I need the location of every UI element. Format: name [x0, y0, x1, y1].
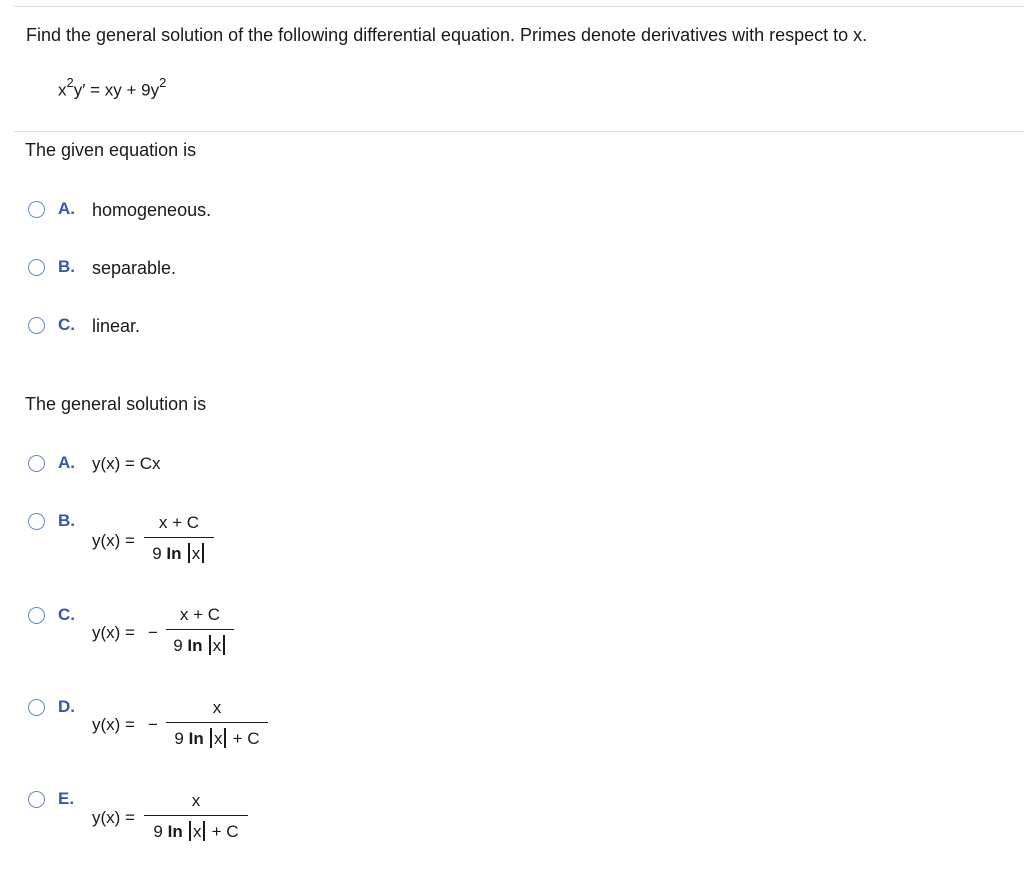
- differential-equation: [58, 74, 166, 102]
- fraction-numerator: x + C: [179, 605, 221, 624]
- option-fraction: [166, 698, 268, 749]
- option-lhs: y(x) =: [92, 531, 135, 550]
- option-lhs: y(x) =: [92, 808, 135, 827]
- option-lhs: y(x) =: [92, 623, 135, 642]
- question-prompt: Find the general solution of the following differential equation. Primes denote derivatives with respect to x.: [26, 25, 868, 45]
- radio-button[interactable]: [28, 317, 45, 334]
- option-text: separable.: [92, 258, 177, 278]
- radio-button[interactable]: [28, 791, 45, 808]
- fraction-bar: [166, 722, 268, 723]
- eq-rhs-exp: 2: [159, 75, 167, 90]
- option-letter: A.: [58, 453, 75, 472]
- option-fraction: [144, 791, 248, 842]
- option-letter: C.: [58, 605, 75, 624]
- section-divider: [14, 131, 1024, 132]
- fraction-bar: [166, 629, 234, 630]
- option-text: homogeneous.: [92, 200, 212, 220]
- eq-lhs-exp: 2: [66, 75, 74, 90]
- option-letter: D.: [58, 697, 75, 716]
- fraction-denominator: 9 In x + C: [174, 729, 260, 748]
- fraction-numerator: x: [191, 791, 201, 810]
- radio-button[interactable]: [28, 513, 45, 530]
- fraction-bar: [144, 815, 248, 816]
- radio-button[interactable]: [28, 455, 45, 472]
- eq-rest: y′ = xy + 9y: [73, 80, 160, 100]
- minus-sign: −: [148, 715, 158, 734]
- option-letter: A.: [58, 199, 75, 218]
- radio-button[interactable]: [28, 201, 45, 218]
- top-divider: [14, 6, 1024, 7]
- eq-lhs-base: x: [58, 80, 67, 100]
- option-letter: B.: [58, 511, 75, 530]
- fraction-denominator: 9 In x: [166, 635, 234, 656]
- fraction-numerator: x: [212, 698, 222, 717]
- radio-button[interactable]: [28, 607, 45, 624]
- part2-prompt: The general solution is: [25, 394, 207, 414]
- fraction-denominator: 9 In x + C: [153, 822, 239, 841]
- fraction-bar: [144, 537, 214, 538]
- option-letter: C.: [58, 315, 75, 334]
- option-text: linear.: [92, 316, 141, 336]
- part1-prompt: The given equation is: [25, 140, 197, 160]
- minus-sign: −: [148, 623, 158, 642]
- option-fraction: [144, 513, 214, 564]
- fraction-numerator: x + C: [158, 513, 200, 532]
- fraction-denominator: 9 In x: [144, 543, 214, 564]
- option-text: y(x) = Cx: [92, 454, 161, 473]
- option-lhs: y(x) =: [92, 715, 135, 734]
- option-letter: B.: [58, 257, 75, 276]
- radio-button[interactable]: [28, 259, 45, 276]
- radio-button[interactable]: [28, 699, 45, 716]
- option-fraction: [166, 605, 234, 656]
- option-letter: E.: [58, 789, 75, 808]
